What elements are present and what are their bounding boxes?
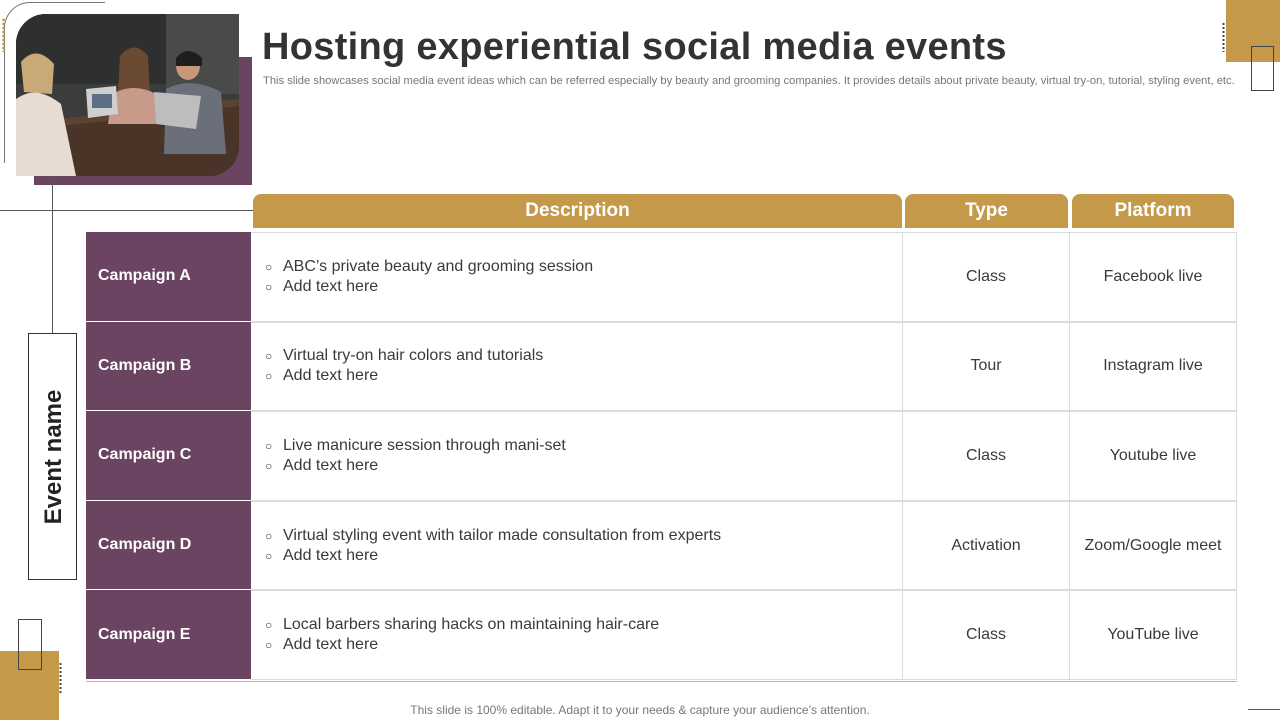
platform-cell: Instagram live bbox=[1070, 322, 1237, 412]
list-item bbox=[265, 346, 902, 366]
bullet-circle-icon: ○ bbox=[265, 279, 273, 294]
dots-top-right bbox=[1222, 22, 1225, 52]
description-text: ABC’s private beauty and grooming session bbox=[283, 257, 594, 275]
platform-cell: Youtube live bbox=[1070, 411, 1237, 501]
event-name-label: Event name bbox=[40, 389, 67, 525]
platform-cell: Facebook live bbox=[1070, 232, 1237, 322]
bullet-circle-icon: ○ bbox=[265, 528, 273, 543]
bullet-circle-icon: ○ bbox=[265, 349, 273, 364]
table-row bbox=[86, 411, 1237, 501]
table-row bbox=[86, 322, 1237, 412]
type-cell: Class bbox=[903, 411, 1070, 501]
bullet-circle-icon: ○ bbox=[265, 618, 273, 633]
list-item bbox=[265, 615, 902, 635]
platform-cell: YouTube live bbox=[1070, 590, 1237, 680]
description-text: Virtual styling event with tailor made consultation from experts bbox=[283, 526, 722, 544]
description-text: Add text here bbox=[283, 546, 379, 564]
description-cell bbox=[251, 411, 903, 501]
dots-top-left bbox=[2, 18, 5, 52]
description-text: Add text here bbox=[283, 367, 379, 385]
type-cell: Class bbox=[903, 590, 1070, 680]
list-item bbox=[265, 526, 902, 546]
table-row bbox=[86, 501, 1237, 591]
frame-line-vertical bbox=[52, 176, 53, 333]
header-type: Type bbox=[905, 194, 1068, 228]
bullet-circle-icon: ○ bbox=[265, 458, 273, 473]
type-cell: Tour bbox=[903, 322, 1070, 412]
header-description: Description bbox=[253, 194, 902, 228]
team-photo-illustration bbox=[16, 14, 239, 176]
campaign-name: Campaign A bbox=[86, 232, 251, 322]
outline-box-top-right bbox=[1251, 46, 1274, 91]
campaign-table bbox=[86, 232, 1237, 682]
table-row bbox=[86, 232, 1237, 322]
list-item bbox=[265, 546, 902, 566]
page-subtitle: This slide showcases social media event ideas which can be referred especially by beauty and grooming companies. It provides details about private beauty, virtual try-on, tutorial, styling event, etc. bbox=[263, 75, 1235, 87]
list-item bbox=[265, 366, 902, 386]
bullet-circle-icon: ○ bbox=[265, 438, 273, 453]
header-platform: Platform bbox=[1072, 194, 1234, 228]
list-item bbox=[265, 436, 902, 456]
page-title: Hosting experiential social media events bbox=[262, 26, 1007, 68]
campaign-name: Campaign B bbox=[86, 322, 251, 412]
campaign-name: Campaign E bbox=[86, 590, 251, 680]
list-item bbox=[265, 257, 902, 277]
description-cell bbox=[251, 232, 903, 322]
description-cell bbox=[251, 590, 903, 680]
frame-line-top bbox=[0, 210, 253, 211]
platform-cell: Zoom/Google meet bbox=[1070, 501, 1237, 591]
table-row bbox=[86, 590, 1237, 680]
description-text: Add text here bbox=[283, 456, 379, 474]
type-cell: Activation bbox=[903, 501, 1070, 591]
description-text: Add text here bbox=[283, 277, 379, 295]
type-cell: Class bbox=[903, 232, 1070, 322]
list-item bbox=[265, 277, 902, 297]
description-text: Virtual try-on hair colors and tutorials bbox=[283, 347, 544, 365]
dots-bottom-left bbox=[59, 662, 62, 694]
description-cell bbox=[251, 501, 903, 591]
team-photo bbox=[16, 14, 239, 176]
description-cell bbox=[251, 322, 903, 412]
bullet-circle-icon: ○ bbox=[265, 638, 273, 653]
campaign-name: Campaign C bbox=[86, 411, 251, 501]
bullet-circle-icon: ○ bbox=[265, 259, 273, 274]
footer-note: This slide is 100% editable. Adapt it to your needs & capture your audience’s attention. bbox=[410, 703, 870, 717]
description-text: Add text here bbox=[283, 636, 379, 654]
description-text: Local barbers sharing hacks on maintaining hair-care bbox=[283, 616, 660, 634]
bullet-circle-icon: ○ bbox=[265, 369, 273, 384]
bullet-circle-icon: ○ bbox=[265, 548, 273, 563]
description-text: Live manicure session through mani-set bbox=[283, 436, 566, 454]
outline-box-bottom-left bbox=[18, 619, 42, 670]
campaign-name: Campaign D bbox=[86, 501, 251, 591]
list-item bbox=[265, 456, 902, 476]
list-item bbox=[265, 635, 902, 655]
